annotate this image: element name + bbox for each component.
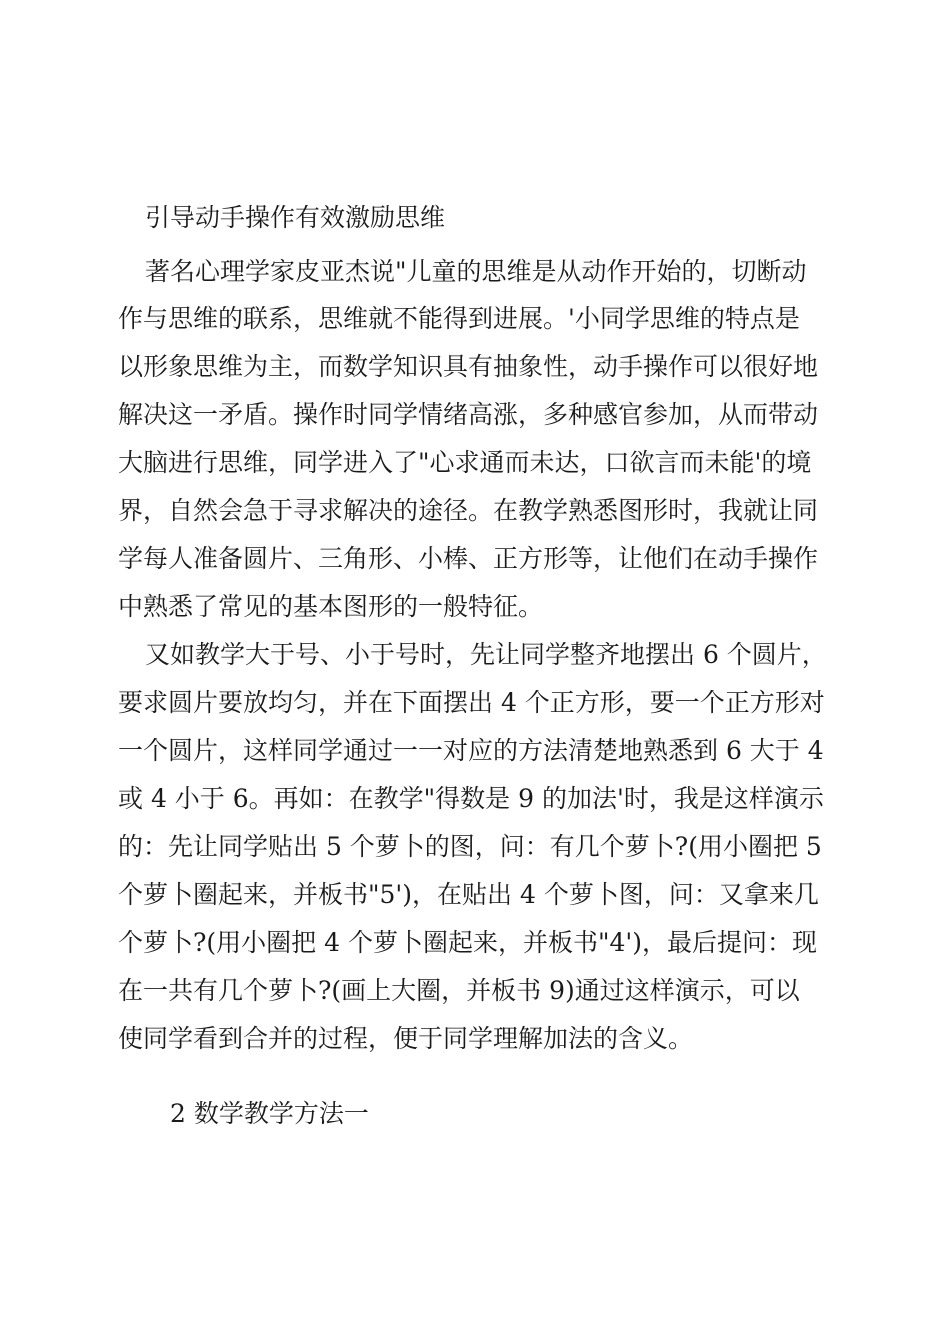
paragraph-line: 中熟悉了常见的基本图形的一般特征。 [118,592,544,621]
section-heading: 2 数学教学方法一 [170,1099,369,1128]
section-heading: 引导动手操作有效激励思维 [145,203,446,232]
paragraph-line: 个萝卜?(用小圈把 4 个萝卜圈起来，并板书"4')，最后提问：现 [118,928,817,957]
paragraph-line: 个萝卜圈起来，并板书"5')，在贴出 4 个萝卜图，问：又拿来几 [118,880,819,909]
paragraph-line: 解决这一矛盾。操作时同学情绪高涨，多种感官参加，从而带动 [118,400,819,429]
paragraph-line: 作与思维的联系，思维就不能得到进展。'小同学思维的特点是 [118,304,800,333]
paragraph-line: 界，自然会急于寻求解决的途径。在教学熟悉图形时，我就让同 [118,496,819,525]
paragraph-line: 又如教学大于号、小于号时，先让同学整齐地摆出 6 个圆片， [145,640,827,669]
paragraph-line: 的：先让同学贴出 5 个萝卜的图，问：有几个萝卜?(用小圈把 5 [118,832,822,861]
paragraph-line: 著名心理学家皮亚杰说"儿童的思维是从动作开始的，切断动 [145,257,807,286]
paragraph-line: 以形象思维为主，而数学知识具有抽象性，动手操作可以很好地 [118,352,819,381]
paragraph-line: 使同学看到合并的过程，便于同学理解加法的含义。 [118,1024,694,1053]
paragraph-line: 大脑进行思维，同学进入了"心求通而未达，口欲言而未能'的境 [118,448,812,477]
paragraph-line: 或 4 小于 6。再如：在教学"得数是 9 的加法'时，我是这样演示 [118,784,824,813]
paragraph-line: 在一共有几个萝卜?(画上大圈，并板书 9)通过这样演示，可以 [118,976,800,1005]
paragraph-line: 要求圆片要放均匀，并在下面摆出 4 个正方形，要一个正方形对 [118,688,825,717]
paragraph-line: 学每人准备圆片、三角形、小棒、正方形等，让他们在动手操作 [118,544,819,573]
paragraph-line: 一个圆片，这样同学通过一一对应的方法清楚地熟悉到 6 大于 4 [118,736,824,765]
